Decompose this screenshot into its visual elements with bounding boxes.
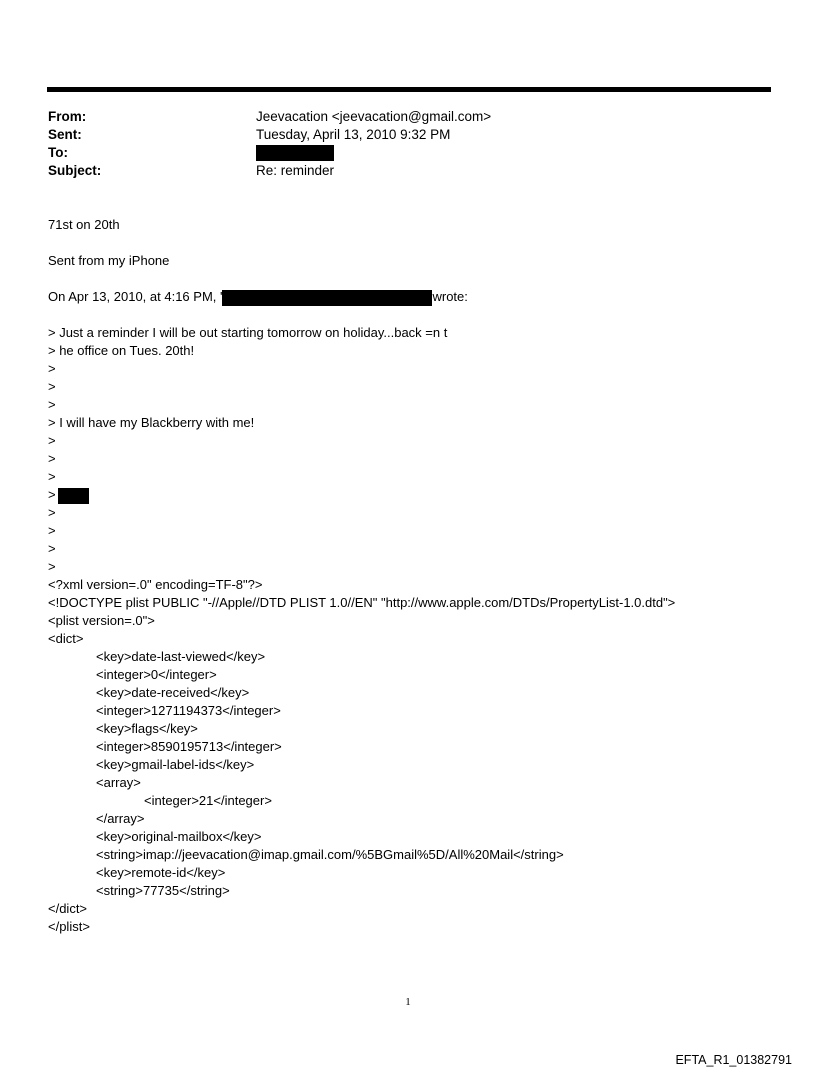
plist-line: <!DOCTYPE plist PUBLIC "-//Apple//DTD PLIST 1.0//EN" "http://www.apple.com/DTDs/PropertyList-1.0.dtd"> bbox=[48, 595, 676, 610]
sent-label: Sent: bbox=[48, 127, 82, 142]
quoted-line: > bbox=[48, 451, 56, 466]
quoted-line: > Just a reminder I will be out starting tomorrow on holiday...back =n t bbox=[48, 325, 448, 340]
subject-value: Re: reminder bbox=[256, 163, 335, 178]
plist-line: <key>original-mailbox</key> bbox=[96, 829, 262, 844]
redaction-block bbox=[222, 290, 432, 306]
quote-intro-post: wrote: bbox=[432, 289, 468, 304]
quote-intro bbox=[48, 288, 778, 306]
quoted-line: > bbox=[48, 379, 56, 394]
redaction-block bbox=[256, 145, 334, 161]
plist-line: </plist> bbox=[48, 919, 90, 934]
to-value bbox=[256, 144, 334, 162]
plist-line: <key>gmail-label-ids</key> bbox=[96, 757, 255, 772]
quoted-line: > bbox=[48, 505, 56, 520]
plist-line: <plist version=.0"> bbox=[48, 613, 155, 628]
plist-line: <dict> bbox=[48, 631, 84, 646]
plist-line: </dict> bbox=[48, 901, 88, 916]
sent-row bbox=[48, 126, 748, 144]
quoted-line: > bbox=[48, 523, 56, 538]
plist-line: <integer>0</integer> bbox=[96, 667, 217, 682]
plist-line: <key>date-received</key> bbox=[96, 685, 250, 700]
plist-line: <key>flags</key> bbox=[96, 721, 198, 736]
plist-line: <string>77735</string> bbox=[96, 883, 230, 898]
quoted-line: > bbox=[48, 397, 56, 412]
signature-line: Sent from my iPhone bbox=[48, 253, 170, 268]
sent-value: Tuesday, April 13, 2010 9:32 PM bbox=[256, 127, 451, 142]
redaction-block bbox=[58, 488, 89, 504]
plist-line: </array> bbox=[96, 811, 145, 826]
plist-line: <integer>8590195713</integer> bbox=[96, 739, 282, 754]
body-line: 71st on 20th bbox=[48, 217, 120, 232]
email-body bbox=[48, 216, 778, 936]
quoted-line: > bbox=[48, 433, 56, 448]
plist-line: <integer>1271194373</integer> bbox=[96, 703, 281, 718]
subject-row bbox=[48, 162, 748, 180]
subject-label: Subject: bbox=[48, 163, 102, 178]
plist-line: <?xml version=.0" encoding=TF-8"?> bbox=[48, 577, 263, 592]
quoted-line: > bbox=[48, 541, 56, 556]
quoted-line-redacted bbox=[48, 486, 778, 504]
plist-line: <key>date-last-viewed</key> bbox=[96, 649, 266, 664]
from-row bbox=[48, 108, 748, 126]
page-number: 1 bbox=[405, 996, 411, 1008]
from-value: Jeevacation <jeevacation@gmail.com> bbox=[256, 109, 492, 124]
plist-line: <integer>21</integer> bbox=[144, 793, 272, 808]
email-header bbox=[48, 108, 748, 180]
quoted-line: > bbox=[48, 469, 56, 484]
quoted-line: > bbox=[48, 361, 56, 376]
quoted-line: > he office on Tues. 20th! bbox=[48, 343, 195, 358]
quoted-line: > bbox=[48, 559, 56, 574]
to-row bbox=[48, 144, 748, 162]
plist-line: <string>imap://jeevacation@imap.gmail.com/%5BGmail%5D/All%20Mail</string> bbox=[96, 847, 564, 862]
to-label: To: bbox=[48, 145, 68, 160]
header-divider bbox=[47, 87, 771, 92]
from-label: From: bbox=[48, 109, 87, 124]
document-id: EFTA_R1_01382791 bbox=[675, 1053, 792, 1067]
plist-line: <key>remote-id</key> bbox=[96, 865, 226, 880]
quote-intro-pre: On Apr 13, 2010, at 4:16 PM, ' bbox=[48, 289, 223, 304]
plist-line: <array> bbox=[96, 775, 141, 790]
quoted-line: > I will have my Blackberry with me! bbox=[48, 415, 255, 430]
quote-marker: > bbox=[48, 487, 56, 502]
